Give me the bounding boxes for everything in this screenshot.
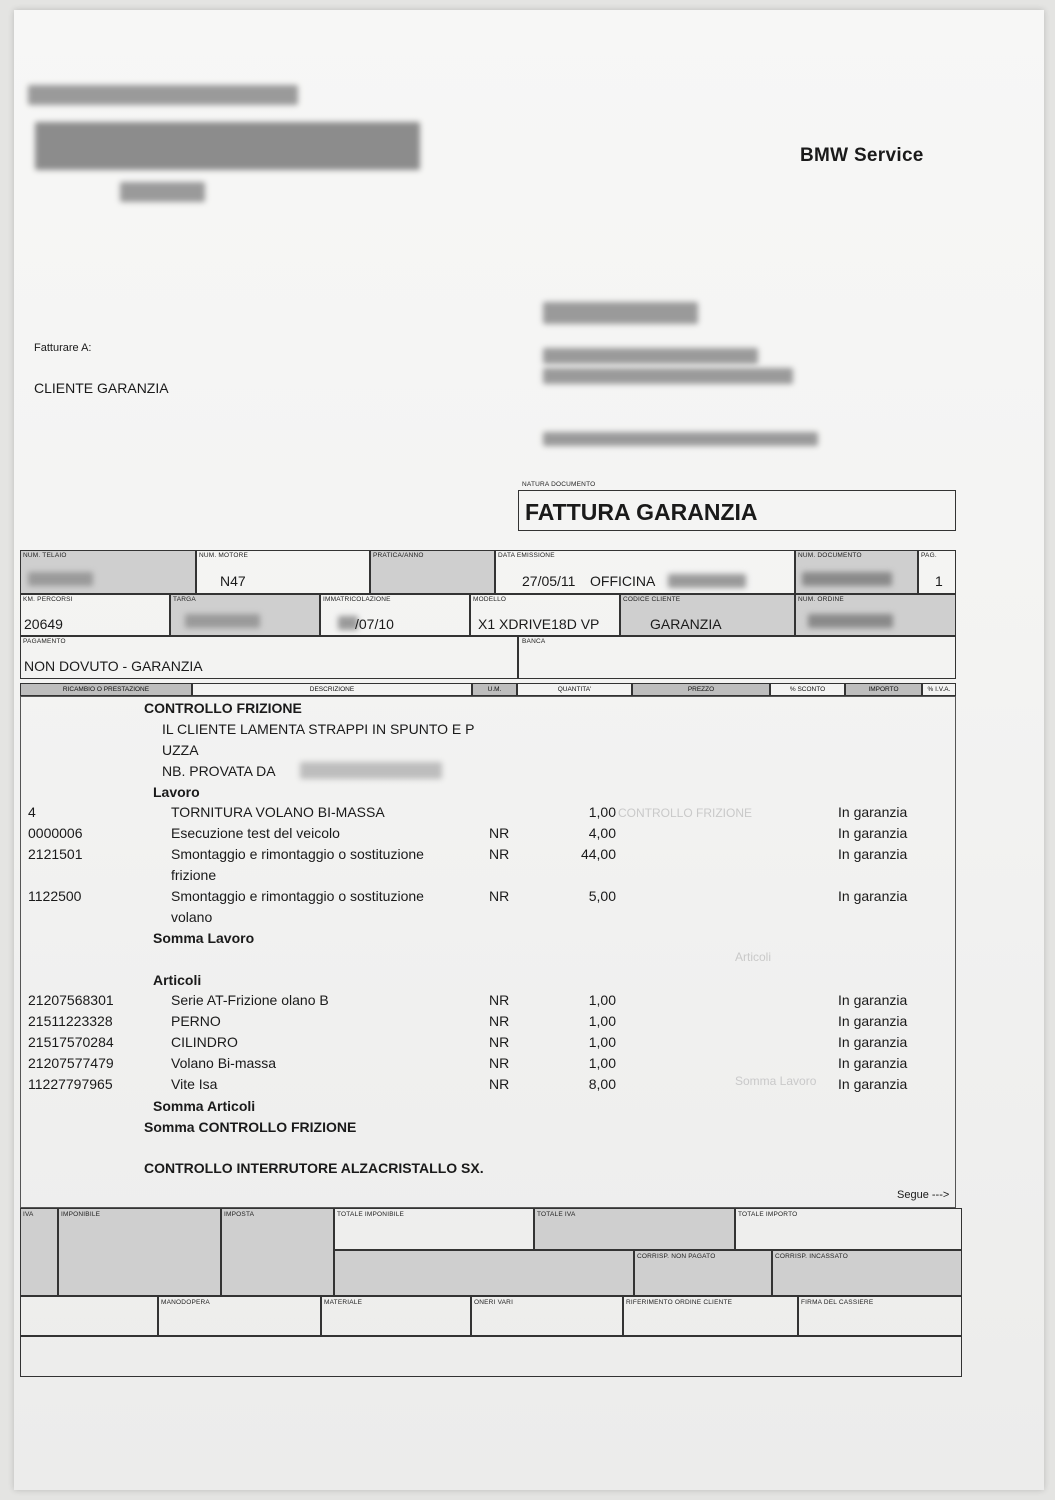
somma-articoli: Somma Articoli [153,1098,256,1114]
immatricolazione-label: IMMATRICOLAZIONE [323,596,391,603]
redacted-dealer-city [120,182,205,202]
tot-iva [20,1208,58,1296]
section2-title: CONTROLLO INTERRUTORE ALZACRISTALLO SX. [144,1160,484,1176]
bot-riferimento-label: RIFERIMENTO ORDINE CLIENTE [626,1299,733,1306]
segue-marker: Segue ---> [897,1189,950,1201]
tot-iva-label: IVA [23,1211,34,1218]
doc-type-value: FATTURA GARANZIA [525,499,758,525]
bot-oneri-label: ONERI VARI [474,1299,514,1306]
articolo-status: In garanzia [838,1076,908,1092]
lavoro-desc: Esecuzione test del veicolo [171,825,340,841]
data-value: 27/05/11 [522,573,576,589]
doc-type-label: NATURA DOCUMENTO [522,481,596,488]
pag-label: PAG. [921,552,937,559]
numdoc-label: NUM. DOCUMENTO [798,552,862,559]
redacted-dealer-name [28,85,298,105]
lavoro-um: NR [489,846,510,862]
lavoro-desc: TORNITURA VOLANO BI-MASSA [171,804,385,820]
lavoro-desc-cont: volano [171,909,213,925]
lavoro-code: 2121501 [28,846,83,862]
lavoro-title: Lavoro [153,784,200,800]
redacted-address-4 [543,432,818,446]
footer-strip [20,1336,962,1377]
lavoro-um: NR [489,825,510,841]
lavoro-qty: 4,00 [588,825,616,841]
lavoro-qty: 5,00 [588,888,616,904]
note-line: NB. PROVATA DA [162,763,276,779]
col-iva-label: % I.V.A. [927,686,951,693]
lavoro-desc-cont: frizione [171,867,217,883]
articolo-status: In garanzia [838,1055,908,1071]
pag-value: 1 [935,573,943,589]
articoli-title: Articoli [153,972,202,988]
col-prezzo-label: PREZZO [687,686,715,693]
cliente-value: GARANZIA [650,616,722,632]
lavoro-desc: Smontaggio e rimontaggio o sostituzione [171,846,424,862]
lavoro-qty: 44,00 [580,846,616,862]
tot-totale-iva-label: TOTALE IVA [537,1211,576,1218]
tot-corrisp-non-pagato-label: CORRISP. NON PAGATO [637,1253,716,1260]
targa-label: TARGA [173,596,196,603]
officina-value: OFFICINA [590,573,656,589]
lavoro-status: In garanzia [838,804,908,820]
articolo-desc: PERNO [171,1013,221,1029]
articolo-qty: 1,00 [588,992,616,1008]
articolo-code: 21207577479 [28,1055,114,1071]
articolo-code: 21511223328 [28,1013,113,1029]
pagamento-value: NON DOVUTO - GARANZIA [24,658,203,674]
articolo-code: 21207568301 [28,992,114,1008]
bill-to-label: Fatturare A: [34,342,92,354]
articolo-desc: Volano Bi-massa [171,1055,277,1071]
articolo-qty: 1,00 [588,1034,616,1050]
redacted-dealer-logo [35,122,420,170]
ghost-text: CONTROLLO FRIZIONE [618,806,753,820]
col-importo-label: IMPORTO [868,686,899,693]
articolo-status: In garanzia [838,992,908,1008]
redacted-officina [668,574,746,588]
tot-totale-imponibile-label: TOTALE IMPONIBILE [337,1211,405,1218]
col-sconto-label: % SCONTO [789,686,826,693]
articolo-code: 21517570284 [28,1034,114,1050]
articolo-um: NR [489,1076,510,1092]
km-label: KM. PERCORSI [23,596,73,603]
cell-banca [518,636,956,679]
motore-label: NUM. MOTORE [199,552,249,559]
col-ricambio-label: RICAMBIO O PRESTAZIONE [62,686,150,693]
articolo-qty: 1,00 [588,1013,616,1029]
modello-label: MODELLO [473,596,507,603]
col-descrizione-label: DESCRIZIONE [309,686,355,693]
lavoro-qty: 1,00 [588,804,616,820]
redacted-telaio [28,572,93,586]
col-um-label: U.M. [487,686,502,693]
tot-imposta-label: IMPOSTA [224,1211,255,1218]
lavoro-status: In garanzia [838,825,908,841]
articolo-um: NR [489,992,510,1008]
tot-totale-importo-label: TOTALE IMPORTO [738,1211,798,1218]
pratica-label: PRATICA/ANNO [373,552,424,559]
col-quantita-label: QUANTITA' [557,686,592,693]
somma-lavoro: Somma Lavoro [153,930,255,946]
section1-title: CONTROLLO FRIZIONE [144,700,302,716]
redacted-address-3 [543,368,793,384]
banca-label: BANCA [522,638,546,645]
redacted-ordine [808,614,893,628]
brand-name: BMW Service [800,145,924,166]
bot-empty [20,1296,158,1336]
lavoro-code: 4 [28,804,36,820]
articolo-um: NR [489,1013,510,1029]
data-label: DATA EMISSIONE [498,552,555,559]
ordine-label: NUM. ORDINE [798,596,844,603]
tot-imponibile [58,1208,221,1296]
articolo-qty: 1,00 [588,1055,616,1071]
lavoro-code: 0000006 [28,825,83,841]
somma-section1: Somma CONTROLLO FRIZIONE [144,1119,357,1135]
cliente-label: CODICE CLIENTE [623,596,681,603]
tot-imposta [221,1208,334,1296]
tot-corrisp-incassato-label: CORRISP. INCASSATO [775,1253,848,1260]
complaint-line-2: UZZA [162,742,199,758]
lavoro-desc: Smontaggio e rimontaggio o sostituzione [171,888,424,904]
bot-firma-label: FIRMA DEL CASSIERE [801,1299,874,1306]
lavoro-status: In garanzia [838,888,908,904]
ghost-text: Articoli [735,950,772,964]
immatricolazione-value: /07/10 [355,616,394,632]
articolo-code: 11227797965 [28,1076,113,1092]
redacted-note [300,762,442,779]
redacted-address-1 [543,302,698,324]
modello-value: X1 XDRIVE18D VP [478,616,600,632]
articolo-um: NR [489,1034,510,1050]
bill-to-name: CLIENTE GARANZIA [34,380,169,396]
articolo-desc: CILINDRO [171,1034,238,1050]
articolo-status: In garanzia [838,1034,908,1050]
lavoro-status: In garanzia [838,846,908,862]
redacted-targa [185,614,260,628]
pagamento-label: PAGAMENTO [23,638,66,645]
articolo-um: NR [489,1055,510,1071]
redacted-numdoc [802,572,892,586]
tot-spacer [334,1250,634,1296]
telaio-label: NUM. TELAIO [23,552,67,559]
complaint-line-1: IL CLIENTE LAMENTA STRAPPI IN SPUNTO E P [162,721,475,737]
lavoro-um: NR [489,888,510,904]
bot-manodopera-label: MANODOPERA [161,1299,210,1306]
ghost-text: Somma Lavoro [735,1074,817,1088]
km-value: 20649 [24,616,63,632]
bot-materiale-label: MATERIALE [324,1299,363,1306]
articolo-qty: 8,00 [588,1076,616,1092]
tot-imponibile-label: IMPONIBILE [61,1211,101,1218]
redacted-address-2 [543,348,758,364]
articolo-desc: Serie AT-Frizione olano B [171,992,329,1008]
articolo-status: In garanzia [838,1013,908,1029]
lavoro-code: 1122500 [28,888,82,904]
motore-value: N47 [220,573,246,589]
articolo-desc: Vite Isa [171,1076,218,1092]
